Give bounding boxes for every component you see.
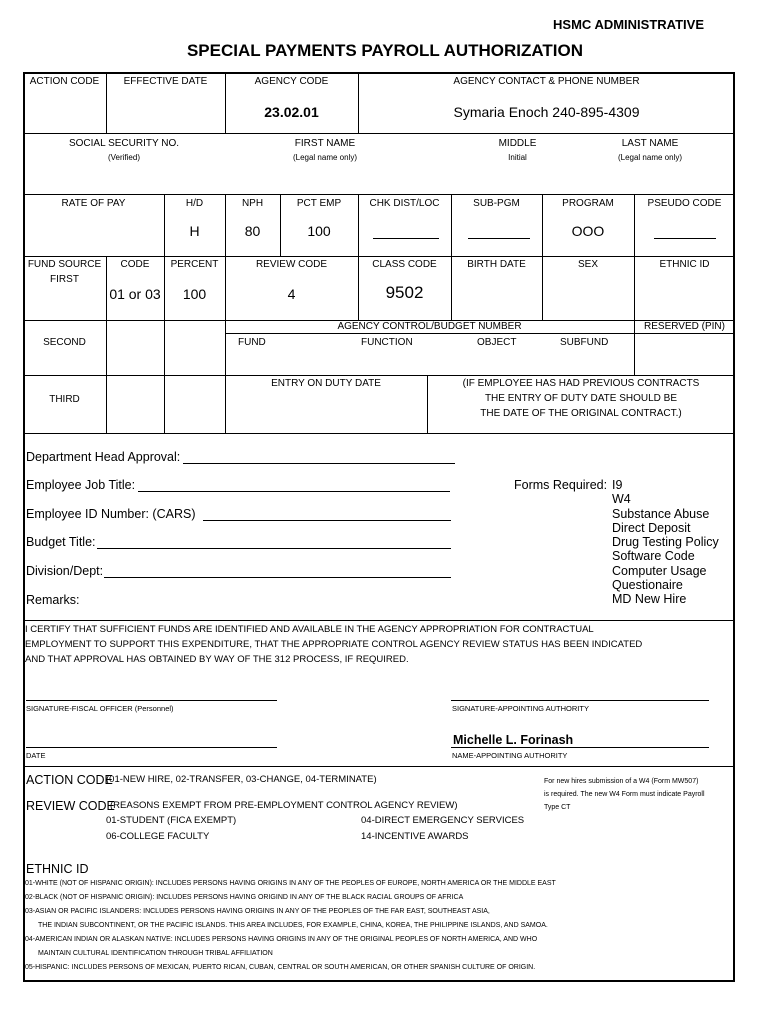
ethnic-04b: MAINTAIN CULTURAL IDENTIFICATION THROUGH TRIBAL AFFILIATION (38, 950, 273, 957)
ethnic-id-title: ETHNIC ID (26, 862, 89, 876)
division-line[interactable] (104, 577, 451, 578)
last-name-sub: (Legal name only) (617, 153, 683, 162)
function-label: FUNCTION (361, 337, 413, 348)
agency-code-label: AGENCY CODE (254, 76, 329, 87)
code-label: CODE (120, 259, 150, 270)
fund-source-label: FUND SOURCE (27, 259, 102, 270)
fiscal-signature-label: SIGNATURE-FISCAL OFFICER (Personnel) (26, 704, 174, 713)
chk-dist-label: CHK DIST/LOC (369, 198, 440, 209)
pct-emp-value[interactable]: 100 (307, 223, 331, 239)
third-label: THIRD (49, 394, 80, 405)
dept-head-approval-label: Department Head Approval: (26, 450, 181, 464)
ethnic-03a: 03-ASIAN OR PACIFIC ISLANDERS: INCLUDES PERSONS HAVING ORIGINS IN ANY OF THE PEOPLES OF THE FAR EAST, SOUTHEAST ASIA, (25, 908, 490, 915)
entry-on-duty-label: ENTRY ON DUTY DATE (271, 378, 381, 389)
nph-label: NPH (241, 198, 264, 209)
ethnic-05: 05-HISPANIC: INCLUDES PERSONS OF MEXICAN, PUERTO RICAN, CUBAN, CENTRAL OR SOUTH AMERICAN, OR OTHER SPANISH CULTURE OF ORIGIN. (25, 964, 536, 971)
second-label: SECOND (43, 337, 86, 348)
review-01: 01-STUDENT (FICA EXEMPT) (106, 815, 237, 826)
middle-sub: Initial (508, 153, 527, 162)
percent-label: PERCENT (170, 259, 219, 270)
fund-label: FUND (238, 337, 266, 348)
first-label: FIRST (50, 274, 79, 285)
pseudo-code-blank[interactable] (654, 238, 716, 239)
sex-label: SEX (577, 259, 598, 270)
forms-required-label: Forms Required: (514, 478, 608, 492)
form-item-i9: I9 (612, 478, 623, 492)
first-name-label: FIRST NAME (294, 138, 356, 149)
form-item-md-new-hire: MD New Hire (612, 592, 687, 606)
ethnic-03b: THE INDIAN SUBCONTINENT, OR THE PACIFIC ISLANDS. THIS AREA INCLUDES, FOR EXAMPLE, CHINA, KOREA, THE PHILIPPINE ISLANDS, AND SAMOA. (38, 922, 548, 929)
date-label: DATE (26, 751, 46, 760)
job-title-line[interactable] (138, 491, 450, 492)
effective-date-label: EFFECTIVE DATE (123, 76, 208, 87)
agency-contact-value[interactable]: Symaria Enoch 240-895-4309 (453, 104, 640, 120)
form-item-drug-testing: Drug Testing Policy (612, 535, 719, 549)
last-name-label: LAST NAME (621, 138, 679, 149)
division-label: Division/Dept: (26, 564, 104, 578)
form-item-w4: W4 (612, 492, 631, 506)
date-line[interactable] (26, 747, 277, 748)
sub-pgm-blank[interactable] (468, 238, 530, 239)
eod-note-3: THE DATE OF THE ORIGINAL CONTRACT.) (480, 408, 682, 419)
certify-line-3: AND THAT APPROVAL HAS OBTAINED BY WAY OF THE 312 PROCESS, IF REQUIRED. (25, 654, 409, 665)
ethnic-01: 01-WHITE (NOT OF HISPANIC ORIGIN): INCLUDES PERSONS HAVING ORIGINS IN ANY OF THE PEOPLES OF EUROPE, NORTH AMERICA OR THE MIDDLE EAST (25, 880, 556, 887)
appointing-name-value[interactable]: Michelle L. Forinash (453, 733, 574, 747)
form-item-computer-usage: Computer Usage (612, 564, 707, 578)
w4-note-3: Type CT (544, 804, 571, 811)
form-item-direct-deposit: Direct Deposit (612, 521, 691, 535)
remarks-label: Remarks: (26, 593, 80, 607)
certify-line-1: I CERTIFY THAT SUFFICIENT FUNDS ARE IDENTIFIED AND AVAILABLE IN THE AGENCY APPROPRIATION FOR CONTRACTUAL (25, 624, 594, 635)
ethnic-04a: 04-AMERICAN INDIAN OR ALASKAN NATIVE: INCLUDES PERSONS HAVING ORIGINS IN ANY OF THE ORIGINAL PEOPLES OF NORTH AMERICA, AND WHO (25, 936, 538, 943)
header-admin: HSMC ADMINISTRATIVE (553, 17, 704, 32)
percent-value[interactable]: 100 (182, 286, 207, 302)
appointing-name-line (451, 747, 709, 748)
employee-id-label: Employee ID Number: (CARS) (26, 507, 196, 521)
eod-note-1: (IF EMPLOYEE HAS HAD PREVIOUS CONTRACTS (462, 378, 700, 389)
job-title-label: Employee Job Title: (26, 478, 136, 492)
action-code-desc: (01-NEW HIRE, 02-TRANSFER, 03-CHANGE, 04-TERMINATE) (106, 774, 377, 785)
review-code-label: REVIEW CODE (255, 259, 328, 270)
appointing-name-label: NAME-APPOINTING AUTHORITY (452, 751, 568, 760)
review-code-title: REVIEW CODE (26, 799, 115, 813)
form-item-software-code: Software Code (612, 549, 695, 563)
w4-note-2: is required. The new W4 Form must indicate Payroll (544, 791, 705, 798)
eod-note-2: THE ENTRY OF DUTY DATE SHOULD BE (484, 393, 678, 404)
certify-line-2: EMPLOYMENT TO SUPPORT THIS EXPENDITURE, THAT THE APPROPRIATE CONTROL AGENCY REVIEW STATUS HAS BEEN INDICATED (25, 639, 643, 650)
form-item-questionaire: Questionaire (612, 578, 683, 592)
first-name-sub: (Legal name only) (292, 153, 358, 162)
appointing-signature-line[interactable] (451, 700, 709, 701)
form-item-substance-abuse: Substance Abuse (612, 507, 710, 521)
hd-value[interactable]: H (189, 223, 200, 239)
page-title: SPECIAL PAYMENTS PAYROLL AUTHORIZATION (186, 41, 584, 60)
ssn-label: SOCIAL SECURITY NO. (68, 138, 180, 149)
rate-of-pay-label: RATE OF PAY (61, 198, 126, 209)
nph-value[interactable]: 80 (244, 223, 261, 239)
action-code-label: ACTION CODE (29, 76, 100, 87)
ethnic-id-label: ETHNIC ID (659, 259, 710, 270)
sub-pgm-label: SUB-PGM (473, 198, 520, 209)
agency-control-label: AGENCY CONTROL/BUDGET NUMBER (337, 321, 522, 332)
program-label: PROGRAM (562, 198, 614, 209)
reserved-pin-label: RESERVED (PIN) (644, 321, 725, 332)
subfund-label: SUBFUND (560, 337, 609, 348)
middle-label: MIDDLE (498, 138, 537, 149)
agency-code-value[interactable]: 23.02.01 (264, 104, 319, 120)
ssn-sub: (Verified) (107, 153, 140, 162)
class-code-label: CLASS CODE (372, 259, 437, 270)
action-code-title: ACTION CODE (26, 773, 113, 787)
budget-title-label: Budget Title: (26, 535, 96, 549)
employee-id-line[interactable] (203, 520, 451, 521)
pseudo-code-label: PSEUDO CODE (647, 198, 722, 209)
class-code-value[interactable]: 9502 (385, 283, 424, 302)
budget-title-line[interactable] (97, 548, 451, 549)
fiscal-signature-line[interactable] (26, 700, 277, 701)
review-code-value[interactable]: 4 (287, 286, 296, 302)
object-label: OBJECT (477, 337, 517, 348)
program-value[interactable]: OOO (571, 223, 605, 239)
pct-emp-label: PCT EMP (296, 198, 342, 209)
ethnic-02: 02-BLACK (NOT OF HISPANIC ORIGIN): INCLUDES PERSONS HAVING ORIGIND IN ANY OF THE BLACK RACIAL GROUPS OF AFRICA (25, 894, 464, 901)
review-code-desc: (REASONS EXEMPT FROM PRE-EMPLOYMENT CONTROL AGENCY REVIEW) (110, 800, 458, 811)
birth-date-label: BIRTH DATE (467, 259, 526, 270)
chk-dist-blank[interactable] (373, 238, 439, 239)
appointing-signature-label: SIGNATURE-APPOINTING AUTHORITY (452, 704, 589, 713)
review-14: 14-INCENTIVE AWARDS (361, 831, 469, 842)
dept-head-approval-line[interactable] (183, 463, 455, 464)
agency-contact-label: AGENCY CONTACT & PHONE NUMBER (453, 76, 640, 87)
code-value[interactable]: 01 or 03 (109, 286, 161, 302)
hd-label: H/D (185, 198, 204, 209)
review-04: 04-DIRECT EMERGENCY SERVICES (361, 815, 525, 826)
review-06: 06-COLLEGE FACULTY (106, 831, 210, 842)
w4-note-1: For new hires submission of a W4 (Form MW507) (544, 778, 699, 785)
